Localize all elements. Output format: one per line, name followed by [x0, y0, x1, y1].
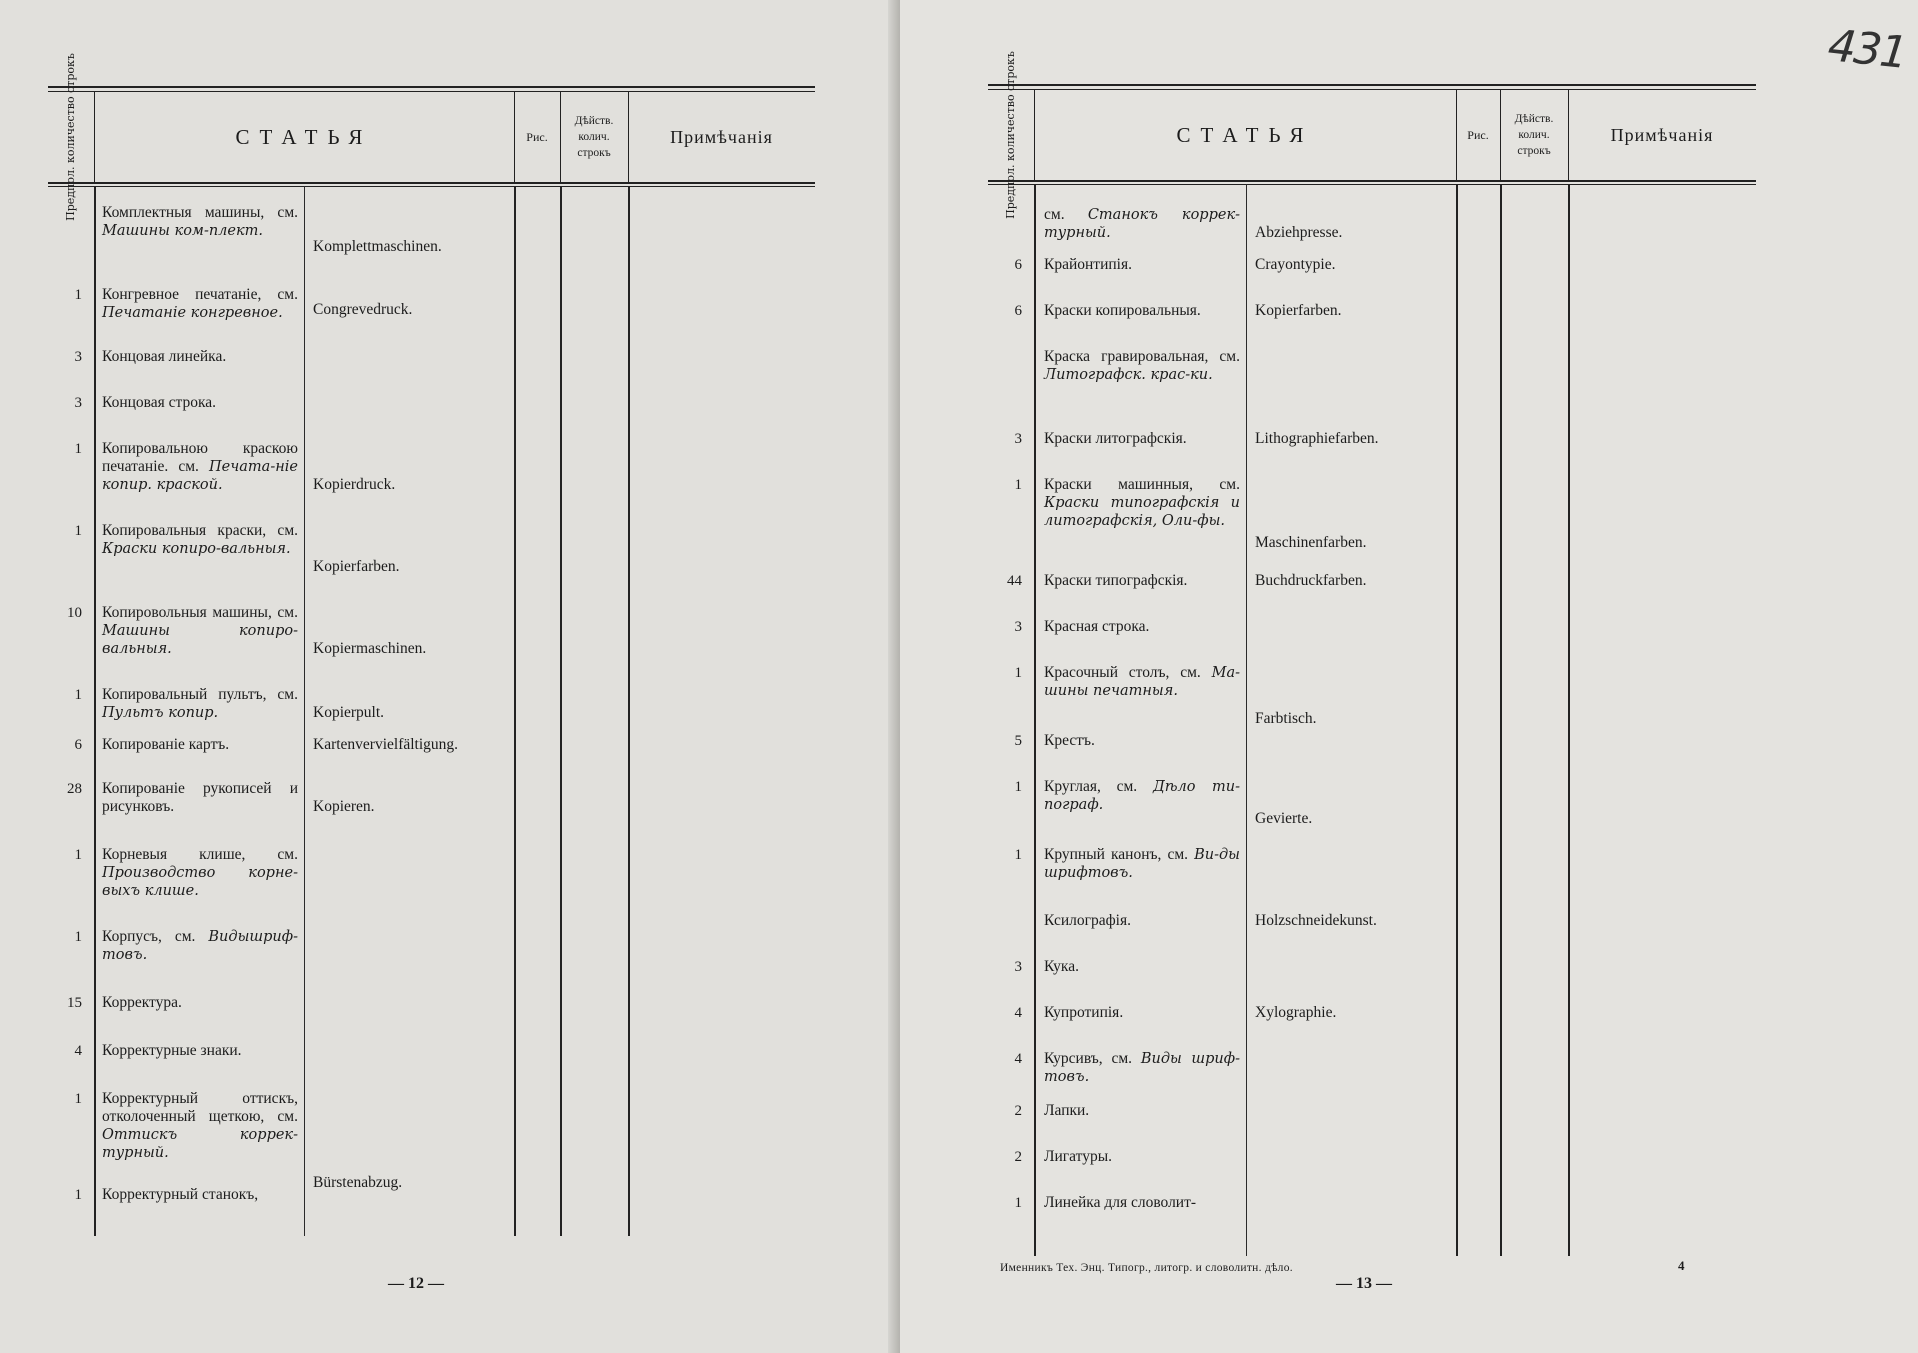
header-count: Предпол. количество строкъ	[64, 53, 78, 221]
article-russian: Корректурный станокъ,	[102, 1186, 259, 1203]
article-german: Bürstenabzug.	[313, 1174, 403, 1191]
article-german: Buchdruckfarben.	[1255, 572, 1367, 589]
table-header	[48, 53, 815, 221]
article-russian: Копировальный пультъ, см. Пультъ копир.	[102, 686, 298, 721]
article-german: Congrevedruck.	[313, 301, 413, 318]
article-russian: Лапки.	[1044, 1102, 1090, 1119]
article-russian: Корректура.	[102, 994, 182, 1011]
article-german: Holzschneidekunst.	[1255, 912, 1377, 929]
article-russian: Линейка для словолит-	[1044, 1194, 1197, 1211]
page-number-right: — 13 —	[1336, 1275, 1392, 1292]
article-russian: Краска гравировальная, см. Литографск. крас-ки.	[1044, 348, 1240, 383]
header-article: СТАТЬЯ	[235, 124, 373, 149]
article-russian: Конгревное печатаніе, см. Печатаніе конгревное.	[102, 286, 298, 321]
table-body	[48, 186, 815, 1236]
article-russian: Крупный канонъ, см. Ви-ды шрифтовъ.	[1044, 846, 1240, 881]
article-russian: Краски копировальныя.	[1044, 302, 1201, 319]
article-russian: Краски типографскія.	[1044, 572, 1188, 589]
line-count: 1	[74, 1187, 82, 1203]
line-count: 4	[1014, 1051, 1022, 1067]
line-count: 15	[67, 995, 82, 1011]
line-count: 2	[1014, 1149, 1022, 1165]
article-russian: Копировольныя машины, см. Машины копиро-вальныя.	[102, 604, 298, 657]
line-count: 2	[1014, 1103, 1022, 1119]
article-russian: Купротипія.	[1044, 1004, 1124, 1021]
line-count: 3	[74, 395, 82, 411]
table-body	[988, 184, 1756, 1256]
line-count: 1	[74, 687, 82, 703]
header-actual-lines: Дѣйств. колич. строкъ	[574, 115, 614, 159]
header-article: СТАТЬЯ	[1176, 122, 1314, 147]
header-ris: Рис.	[1467, 127, 1489, 142]
article-russian: Курсивъ, см. Виды шриф-товъ.	[1044, 1050, 1240, 1085]
article-russian: Корпусъ, см. Видышриф-товъ.	[102, 928, 298, 963]
article-russian: Лигатуры.	[1044, 1148, 1113, 1165]
article-german: Maschinenfarben.	[1255, 534, 1367, 551]
article-german: Kopieren.	[313, 798, 375, 815]
article-russian: Круглая, см. Дѣло ти-пограф.	[1044, 778, 1240, 813]
article-russian: Корректурный оттискъ, отколоченный щеткою, см. Оттискъ коррек-турный.	[102, 1090, 298, 1161]
article-german: Komplettmaschinen.	[313, 238, 442, 255]
article-russian: Ксилографія.	[1044, 912, 1131, 929]
page-number-left: — 12 —	[388, 1275, 444, 1292]
article-german: Kopierpult.	[313, 704, 385, 721]
line-count: 1	[74, 441, 82, 457]
line-count: 1	[1014, 1195, 1022, 1211]
line-count: 3	[1014, 959, 1022, 975]
article-german: Kopiermaschinen.	[313, 640, 427, 657]
article-russian: Копировальныя краски, см. Краски копиро-вальныя.	[102, 522, 298, 557]
line-count: 1	[74, 523, 82, 539]
article-russian: Концовая строка.	[102, 394, 217, 411]
line-count: 1	[74, 287, 82, 303]
line-count: 6	[1014, 303, 1022, 319]
article-german: Gevierte.	[1255, 810, 1313, 827]
line-count: 10	[67, 605, 82, 621]
article-german: Kopierdruck.	[313, 476, 396, 493]
line-count: 3	[1014, 619, 1022, 635]
header-notes: Примѣчанія	[670, 126, 773, 147]
article-german: Kopierfarben.	[313, 558, 400, 575]
header-notes: Примѣчанія	[1610, 124, 1714, 145]
article-russian: Копированіе рукописей и рисунковъ.	[102, 780, 298, 815]
line-count: 1	[74, 1091, 82, 1107]
handwritten-folio: 431	[1825, 20, 1909, 79]
article-german: Xylographie.	[1255, 1004, 1337, 1021]
article-russian: Краски литографскія.	[1044, 430, 1187, 447]
line-count: 1	[74, 847, 82, 863]
article-russian: Корректурные знаки.	[102, 1042, 242, 1059]
line-count: 28	[67, 781, 82, 797]
article-russian: Копированіе картъ.	[102, 736, 230, 753]
line-count: 1	[1014, 779, 1022, 795]
line-count: 1	[1014, 665, 1022, 681]
right-page	[900, 0, 1918, 1353]
line-count: 4	[1014, 1005, 1022, 1021]
article-german: Crayontypie.	[1255, 256, 1336, 273]
line-count: 44	[1007, 573, 1022, 589]
line-count: 5	[1014, 733, 1022, 749]
article-russian: Комплектныя машины, см. Машины ком-плект.	[102, 204, 298, 239]
article-russian: Краски машинныя, см. Краски типографскія и литографскія, Оли-фы.	[1044, 476, 1240, 529]
header-actual-lines: Дѣйств. колич. строкъ	[1514, 113, 1554, 157]
line-count: 1	[74, 929, 82, 945]
line-count: 1	[1014, 847, 1022, 863]
article-russian: Красная строка.	[1044, 618, 1150, 635]
article-russian: Кука.	[1044, 958, 1079, 975]
signature-mark: 4	[1678, 1258, 1685, 1273]
article-german: Farbtisch.	[1255, 710, 1317, 727]
article-german: Abziehpresse.	[1255, 224, 1343, 241]
line-count: 3	[74, 349, 82, 365]
article-russian: см. Станокъ коррек-турный.	[1044, 206, 1240, 241]
right-index-table	[988, 51, 1756, 1256]
header-count: Предпол. количество строкъ	[1004, 51, 1018, 219]
article-russian: Красочный столъ, см. Ма-шины печатныя.	[1044, 664, 1240, 699]
line-count: 6	[74, 737, 82, 753]
article-german: Kartenvervielfältigung.	[313, 736, 459, 753]
header-ris: Рис.	[526, 129, 548, 144]
article-russian: Крестъ.	[1044, 732, 1095, 749]
line-count: 1	[1014, 477, 1022, 493]
article-german: Lithographiefarben.	[1255, 430, 1379, 447]
article-russian: Крайонтипія.	[1044, 256, 1132, 273]
article-russian: Концовая линейка.	[102, 348, 227, 365]
left-page	[0, 0, 900, 1353]
left-index-table	[48, 53, 815, 1236]
footer-note: Именникъ Тех. Энц. Типогр., литогр. и словолитн. дѣло.	[1000, 1262, 1293, 1274]
table-header	[988, 51, 1756, 219]
article-russian: Копировальною краскою печатаніе. см. Печата-ніе копир. краской.	[102, 440, 298, 493]
article-german: Kopierfarben.	[1255, 302, 1342, 319]
line-count: 4	[74, 1043, 82, 1059]
article-russian: Корневыя клише, см. Производство корне-выхъ клише.	[102, 846, 298, 899]
line-count: 3	[1014, 431, 1022, 447]
line-count: 6	[1014, 257, 1022, 273]
